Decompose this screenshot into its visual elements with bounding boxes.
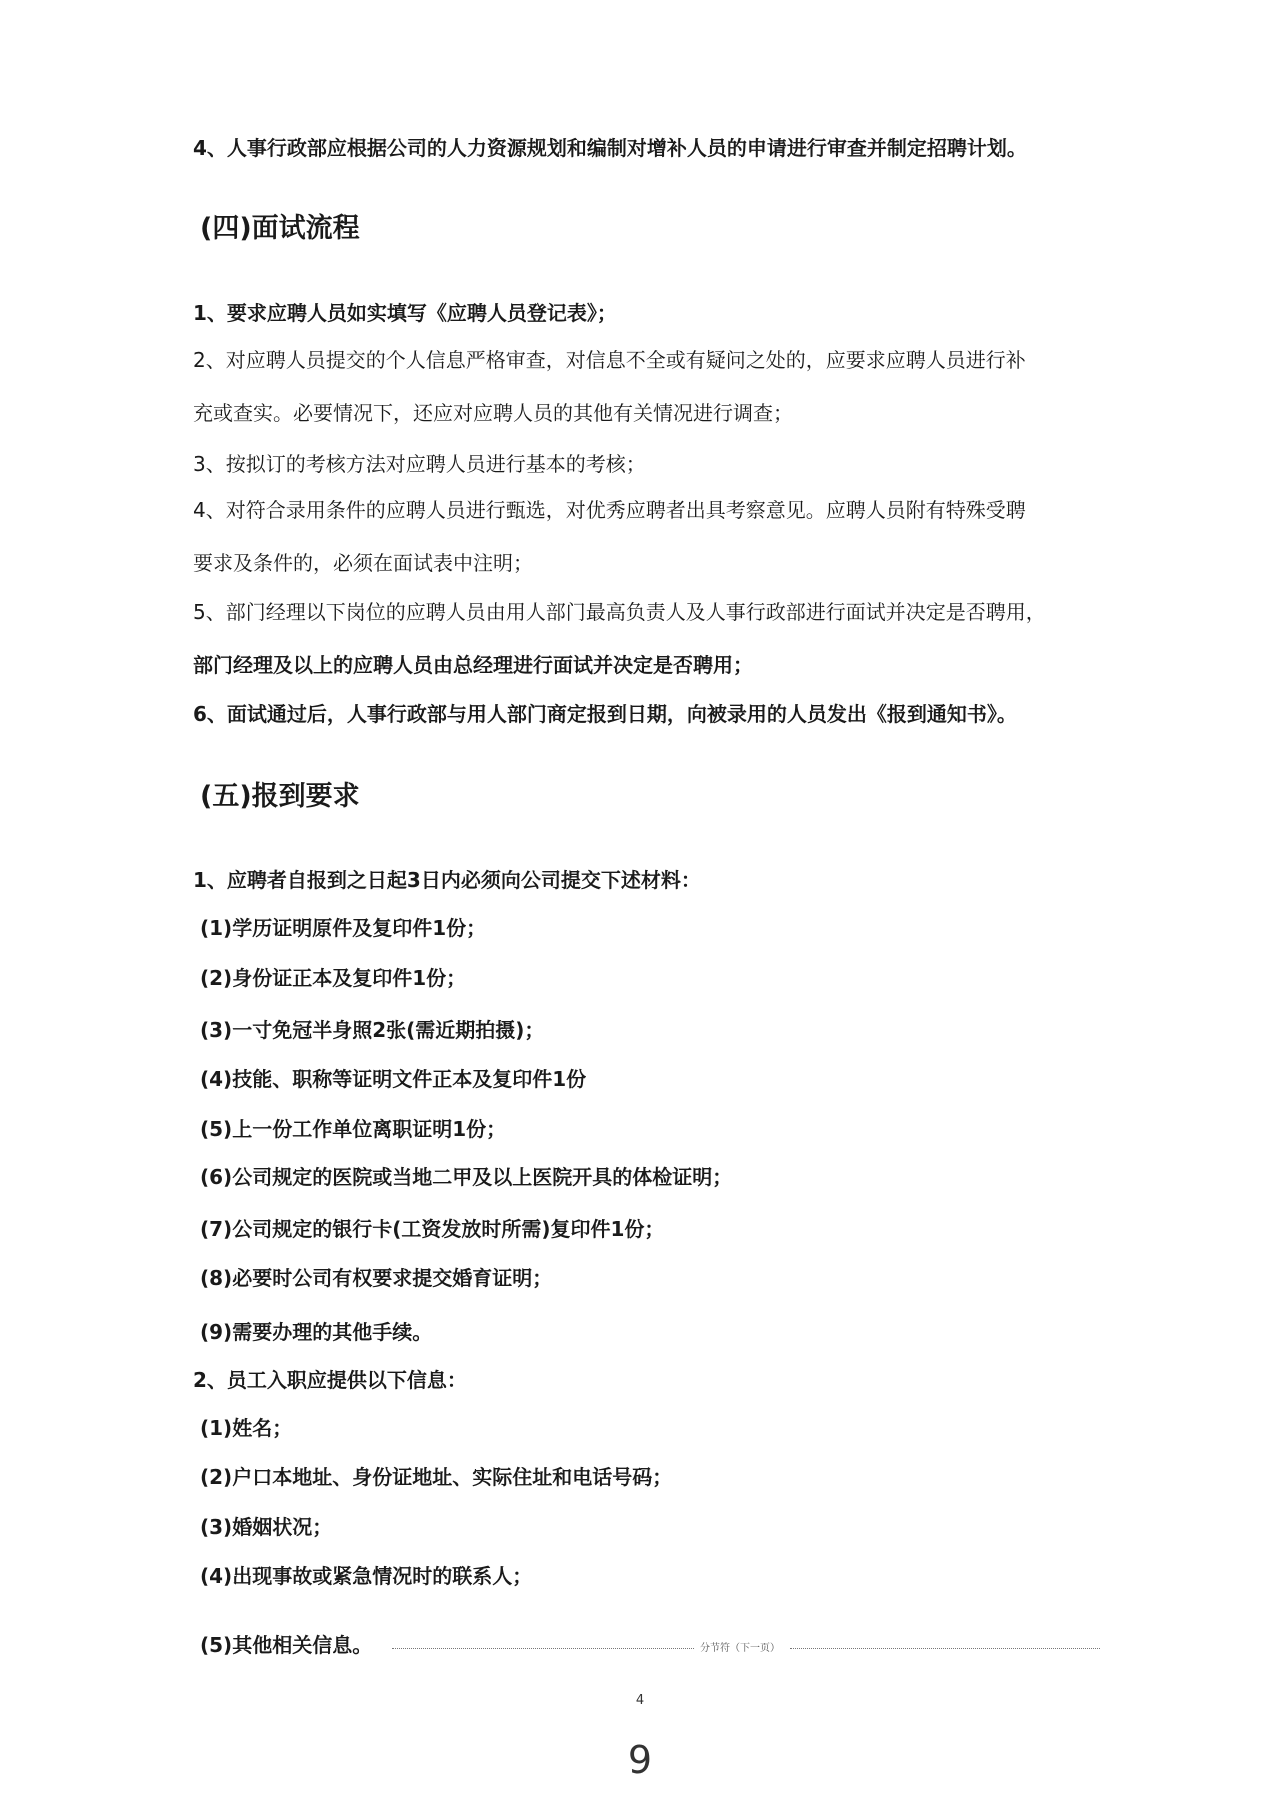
material-item: (1)学历证明原件及复印件1份；: [200, 916, 487, 940]
material-item: (8)必要时公司有权要求提交婚育证明；: [200, 1266, 553, 1290]
section-4-title: (四)面试流程: [200, 213, 360, 244]
material-item: (7)公司规定的银行卡(工资发放时所需)复印件1份；: [200, 1217, 665, 1241]
info-item: (3)婚姻状况；: [200, 1515, 333, 1539]
section-4-line: 要求及条件的，必须在面试表中注明；: [193, 551, 533, 575]
section-4-line: 6、面试通过后，人事行政部与用人部门商定报到日期，向被录用的人员发出《报到通知书》。: [193, 702, 1017, 726]
material-item: (6)公司规定的医院或当地二甲及以上医院开具的体检证明；: [200, 1165, 733, 1189]
large-page-number: 9: [627, 1738, 653, 1782]
section-4-line: 5、部门经理以下岗位的应聘人员由用人部门最高负责人及人事行政部进行面试并决定是否聘用，: [193, 600, 1046, 624]
intro-item: 4、人事行政部应根据公司的人力资源规划和编制对增补人员的申请进行审查并制定招聘计划。: [193, 136, 1027, 160]
section-break-marker: [392, 1642, 1100, 1656]
material-item: (3)一寸免冠半身照2张(需近期拍摄)；: [200, 1018, 545, 1042]
section-break-dots-left: [392, 1648, 694, 1649]
section-4-line: 3、按拟订的考核方法对应聘人员进行基本的考核；: [193, 452, 646, 476]
section-break-dots-right: [790, 1648, 1100, 1649]
info-item: (5)其他相关信息。: [200, 1633, 373, 1657]
page-number: 4: [635, 1693, 645, 1708]
info-item: (4)出现事故或紧急情况时的联系人；: [200, 1564, 533, 1588]
section-break-label: 分节符（下一页）: [700, 1643, 780, 1654]
section-4-line: 4、对符合录用条件的应聘人员进行甄选，对优秀应聘者出具考察意见。应聘人员附有特殊受聘: [193, 498, 1026, 522]
material-item: (9)需要办理的其他手续。: [200, 1320, 433, 1344]
section-4-line: 1、要求应聘人员如实填写《应聘人员登记表》；: [193, 301, 617, 325]
material-item: (2)身份证正本及复印件1份；: [200, 966, 467, 990]
info-item: (2)户口本地址、身份证地址、实际住址和电话号码；: [200, 1465, 673, 1489]
section-5-item-1: 1、应聘者自报到之日起3日内必须向公司提交下述材料：: [193, 868, 701, 892]
material-item: (4)技能、职称等证明文件正本及复印件1份: [200, 1067, 587, 1091]
material-item: (5)上一份工作单位离职证明1份；: [200, 1117, 507, 1141]
section-5-title: (五)报到要求: [200, 781, 360, 812]
info-item: (1)姓名；: [200, 1416, 293, 1440]
section-4-line: 部门经理及以上的应聘人员由总经理进行面试并决定是否聘用；: [193, 653, 753, 677]
section-4-line: 充或查实。必要情况下，还应对应聘人员的其他有关情况进行调查；: [193, 401, 793, 425]
section-5-item-2: 2、员工入职应提供以下信息：: [193, 1368, 467, 1392]
section-4-line: 2、对应聘人员提交的个人信息严格审查，对信息不全或有疑问之处的，应要求应聘人员进行补: [193, 348, 1026, 372]
